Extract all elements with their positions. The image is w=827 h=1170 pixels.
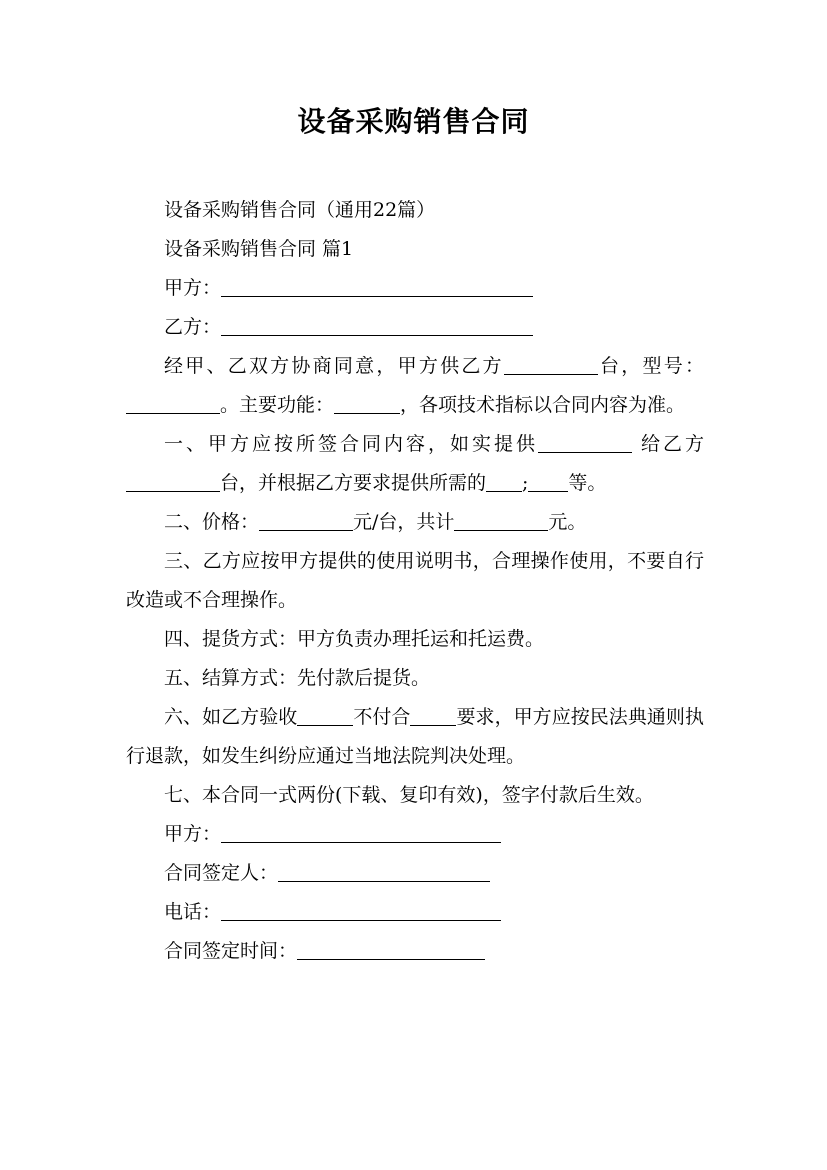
paragraph-section-title	[126, 230, 704, 269]
phone-blank	[221, 898, 501, 921]
party-b-blank	[221, 313, 533, 336]
signatory-line	[126, 854, 704, 893]
clause-3	[126, 542, 704, 620]
conformity-blank	[410, 703, 456, 726]
paragraph-text: 五、结算方式：先付款后提货。	[164, 667, 431, 689]
party-a-line	[126, 269, 704, 308]
clause-1	[126, 425, 704, 503]
paragraph-text: ，各项技术指标以合同内容为准。	[400, 394, 686, 416]
paragraph-text: 等。	[568, 472, 607, 494]
paragraph-heading	[126, 191, 704, 230]
paragraph-text: 台，型号：	[597, 355, 704, 377]
signature-party-a-blank	[221, 820, 501, 843]
signing-date-blank	[297, 937, 485, 960]
clause-5	[126, 659, 704, 698]
signature-party-a-line	[126, 815, 704, 854]
function-blank	[334, 391, 400, 414]
phone-label: 电话：	[164, 901, 222, 923]
paragraph-text: 四、提货方式：甲方负责办理托运和托运费。	[164, 628, 545, 650]
party-a-label: 甲方：	[164, 277, 222, 299]
requirement-blank-2	[528, 469, 568, 492]
model-blank	[126, 391, 220, 414]
paragraph-text: 三、乙方应按甲方提供的使用说明书，合理操作使用，不要自行改造或不合理操作。	[126, 550, 704, 611]
clause-7	[126, 776, 704, 815]
paragraph-text: 不付合	[353, 706, 411, 728]
paragraph-text: 七、本合同一式两份(下载、复印有效)，签字付款后生效。	[164, 784, 654, 806]
document-body	[126, 191, 704, 971]
paragraph-agreement	[126, 347, 704, 425]
quantity-blank	[504, 352, 598, 375]
clause-2	[126, 503, 704, 542]
requirement-blank-1	[486, 469, 522, 492]
supply-blank	[538, 430, 632, 453]
party-a-blank	[221, 274, 533, 297]
paragraph-text: 六、如乙方验收	[164, 706, 298, 728]
clause-4	[126, 620, 704, 659]
clause-6	[126, 698, 704, 776]
inspection-blank	[297, 703, 353, 726]
paragraph-text: 设备采购销售合同（通用22篇）	[164, 199, 436, 221]
paragraph-text: ;	[522, 472, 529, 494]
signatory-label: 合同签定人：	[164, 862, 279, 884]
document-title: 设备采购销售合同	[297, 105, 530, 138]
paragraph-text: 要求，甲方应按民法典通则执行退款，如发生纠纷应通过当地法院判决处理。	[126, 706, 704, 767]
total-price-blank	[454, 508, 548, 531]
signing-date-label: 合同签定时间：	[164, 940, 298, 962]
paragraph-text: 。主要功能：	[220, 394, 335, 416]
paragraph-text: 台，并根据乙方要求提供所需的	[220, 472, 487, 494]
paragraph-text: 元。	[548, 511, 587, 533]
unit-price-blank	[259, 508, 353, 531]
paragraph-text: 一、甲方应按所签合同内容，如实提供	[164, 433, 538, 455]
party-b-line	[126, 308, 704, 347]
signature-party-a-label: 甲方：	[164, 823, 222, 845]
signing-date-line	[126, 932, 704, 971]
paragraph-text: 二、价格：	[164, 511, 260, 533]
signatory-blank	[278, 859, 490, 882]
party-b-label: 乙方：	[164, 316, 222, 338]
paragraph-text: 给乙方	[631, 433, 704, 455]
paragraph-text: 经甲、乙双方协商同意，甲方供乙方	[164, 355, 504, 377]
paragraph-text: 元/台，共计	[353, 511, 455, 533]
phone-line	[126, 893, 704, 932]
paragraph-text: 设备采购销售合同 篇1	[164, 238, 354, 260]
supply-quantity-blank	[126, 469, 220, 492]
